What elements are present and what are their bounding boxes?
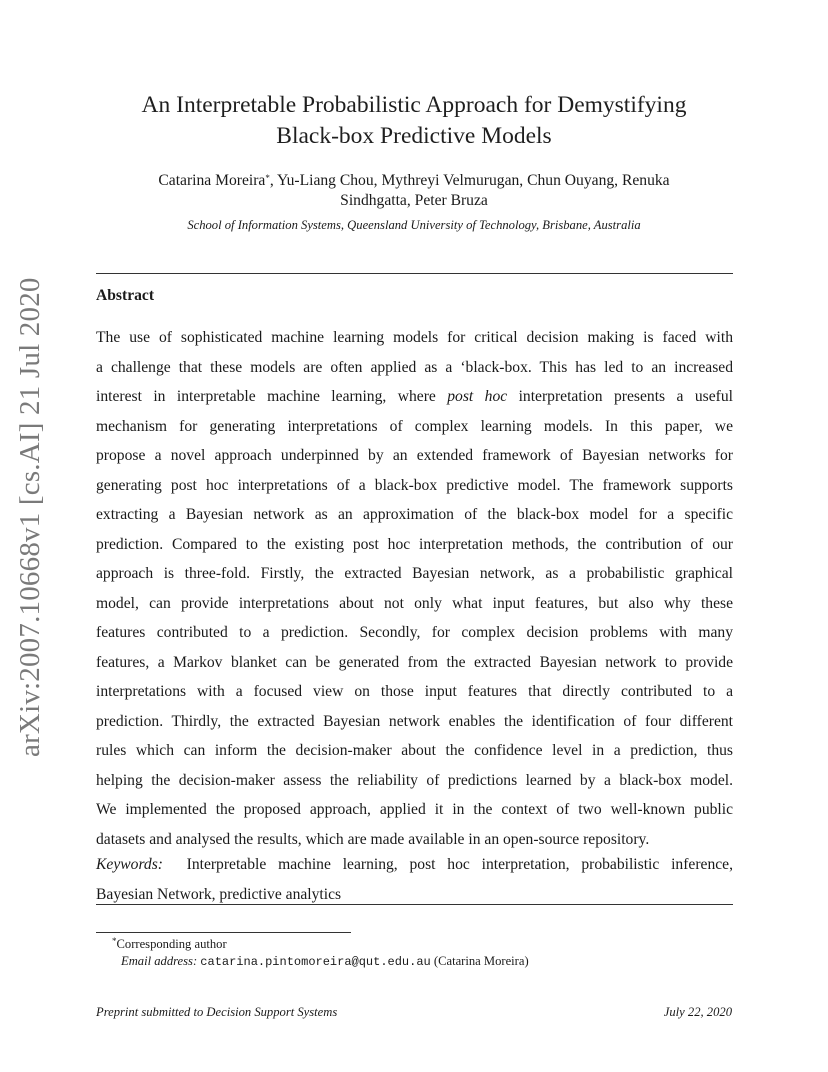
abstract-line-text: interpretation presents a useful [507, 388, 733, 405]
abstract-line: We implemented the proposed approach, applied it in the context of two well-known public [96, 801, 733, 818]
coauthors: , Yu-Liang Chou, Mythreyi Velmurugan, Chun Ouyang, Renuka [269, 172, 670, 189]
abstract-line: a challenge that these models are often applied as a ‘black-box. This has led to an increased [96, 358, 733, 376]
abstract-line: propose a novel approach underpinned by an extended framework of Bayesian networks for [96, 447, 733, 464]
arxiv-identifier-stamp: arXiv:2007.10668v1 [cs.AI] 21 Jul 2020 [14, 277, 46, 757]
email-address-link[interactable]: catarina.pintomoreira@qut.edu.au [200, 955, 431, 969]
paper-title [96, 90, 732, 152]
title-line-1: An Interpretable Probabilistic Approach for Demystifying [141, 92, 687, 118]
email-note [112, 953, 732, 971]
abstract-line: extracting a Bayesian network as an approximation of the black-box model for a specific [96, 506, 733, 523]
affiliation: School of Information Systems, Queensland University of Technology, Brisbane, Australia [187, 218, 641, 232]
abstract-line: mechanism for generating interpretations of complex learning models. In this paper, we [96, 417, 733, 435]
abstract-line: features contributed to a prediction. Secondly, for complex decision problems with many [96, 624, 733, 641]
footnote [112, 936, 732, 971]
keywords-label: Keywords: [96, 856, 163, 873]
author-line-1 [110, 171, 718, 191]
footnote-mark: * [112, 936, 117, 946]
footnote-rule [96, 932, 351, 933]
abstract-line: model, can provide interpretations about not only what input features, but also why these [96, 594, 733, 612]
abstract-heading: Abstract [96, 287, 155, 304]
corresponding-author-mark: * [265, 173, 270, 183]
abstract-bottom-rule [96, 904, 733, 905]
abstract-line: rules which can inform the decision-maker about the confidence level in a prediction, thus [96, 742, 733, 759]
corresponding-author-text: Corresponding author [116, 937, 227, 951]
author-list [110, 171, 718, 211]
keywords-line-1 [96, 850, 733, 880]
abstract-line: datasets and analysed the results, which are made available in an open-source repository. [96, 830, 650, 848]
abstract-line-text: interest in interpretable machine learning, where [96, 388, 448, 405]
email-owner: (Catarina Moreira) [433, 954, 529, 968]
abstract-line: approach is three-fold. Firstly, the extracted Bayesian network, as a probabilistic graphical [96, 565, 733, 582]
abstract-line: interpretations with a focused view on those input features that directly contributed to a [96, 683, 733, 700]
author-line-2: Sindhgatta, Peter Bruza [340, 192, 488, 209]
abstract-line: prediction. Thirdly, the extracted Bayesian network enables the identification of four different [96, 712, 733, 730]
preprint-note: Preprint submitted to Decision Support Systems [96, 1005, 338, 1019]
keywords-line-2: Bayesian Network, predictive analytics [96, 885, 342, 903]
corresponding-author-note [112, 936, 732, 953]
abstract-line: The use of sophisticated machine learning models for critical decision making is faced with [96, 329, 733, 346]
first-author: Catarina Moreira [158, 172, 266, 189]
abstract-line [96, 382, 733, 412]
keywords [96, 850, 733, 909]
abstract-line: features, a Markov blanket can be generated from the extracted Bayesian network to provide [96, 653, 733, 671]
abstract-body [96, 323, 733, 854]
abstract-top-rule [96, 273, 733, 274]
email-label: Email address: [121, 954, 198, 968]
post-hoc-emphasis: post hoc [447, 388, 508, 405]
preprint-date: July 22, 2020 [663, 1005, 732, 1019]
abstract-line: prediction. Compared to the existing post hoc interpretation methods, the contribution of our [96, 535, 733, 553]
abstract-line: helping the decision-maker assess the reliability of predictions learned by a black-box model. [96, 771, 733, 789]
abstract-line: generating post hoc interpretations of a black-box predictive model. The framework supports [96, 476, 733, 494]
keywords-text: Interpretable machine learning, post hoc interpretation, probabilistic inference, [186, 856, 733, 873]
title-line-2: Black-box Predictive Models [276, 123, 552, 149]
